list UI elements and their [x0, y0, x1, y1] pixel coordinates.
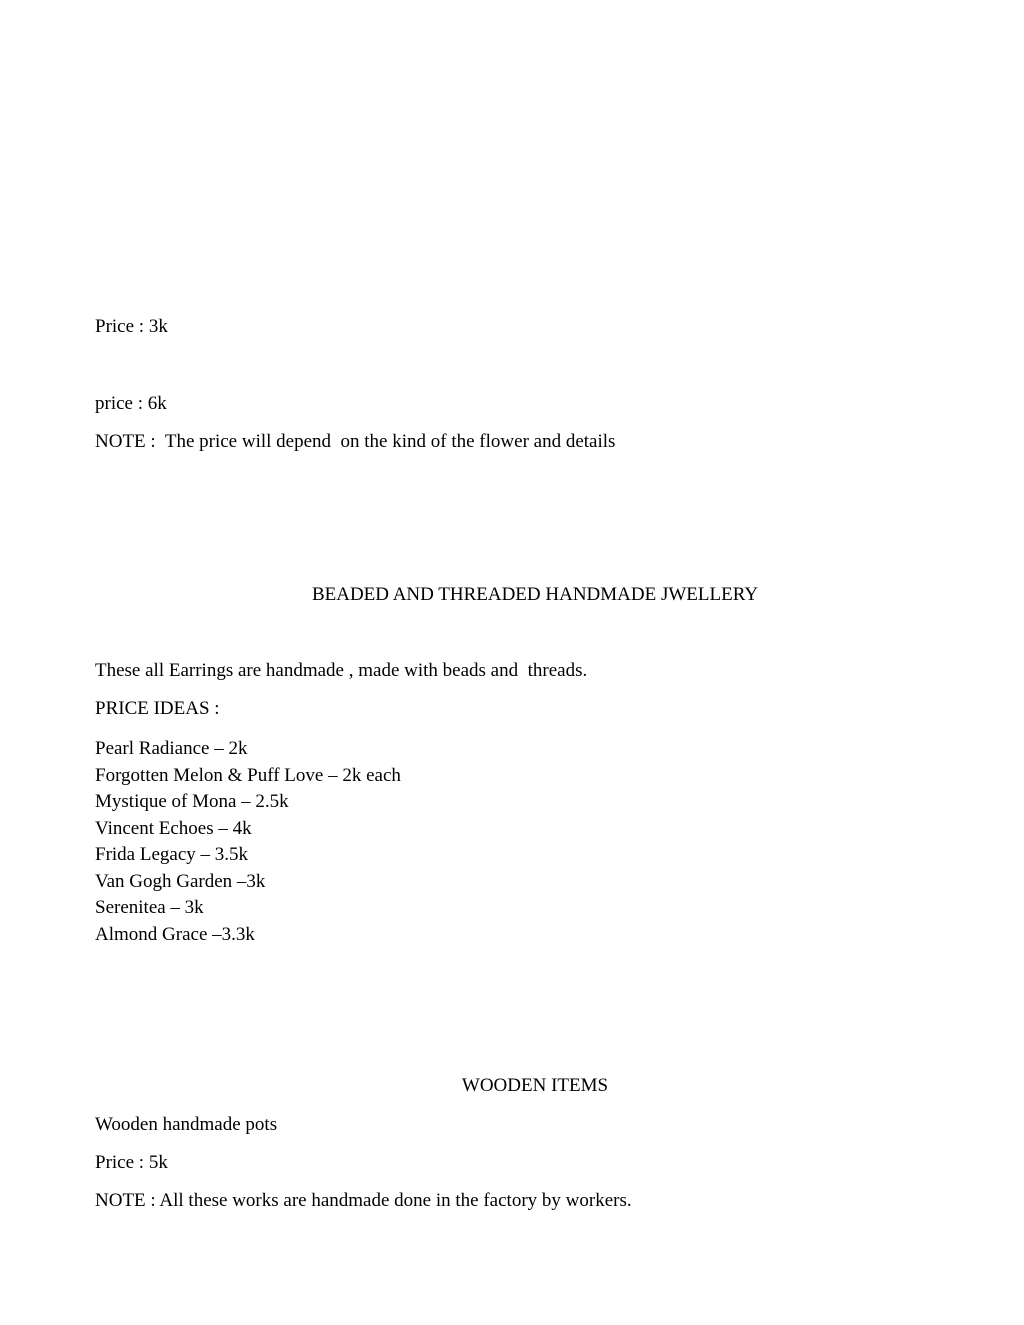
list-item: Vincent Echoes – 4k — [95, 817, 252, 839]
flower-price-2: price : 6k — [95, 393, 167, 414]
list-item: Pearl Radiance – 2k — [95, 738, 248, 759]
flower-price-note: NOTE : The price will depend on the kind of the flower and details — [95, 431, 616, 452]
jewellery-price-list — [95, 736, 401, 948]
flower-price-1: Price : 3k — [95, 316, 168, 337]
list-item: Forgotten Melon & Puff Love – 2k each — [95, 764, 401, 786]
list-item: Van Gogh Garden –3k — [95, 870, 266, 892]
wooden-item: Wooden handmade pots — [95, 1114, 278, 1135]
jewellery-description: These all Earrings are handmade , made with beads and threads. — [95, 660, 588, 681]
list-item: Almond Grace –3.3k — [95, 923, 255, 945]
price-ideas-label: PRICE IDEAS : — [95, 698, 220, 719]
list-item: Mystique of Mona – 2.5k — [95, 791, 289, 812]
wooden-price: Price : 5k — [95, 1152, 168, 1173]
jewellery-heading: BEADED AND THREADED HANDMADE JWELLERY — [311, 584, 759, 605]
wooden-note: NOTE : All these works are handmade done in the factory by workers. — [95, 1190, 632, 1211]
wooden-heading: WOODEN ITEMS — [461, 1075, 609, 1096]
list-item: Frida Legacy – 3.5k — [95, 844, 249, 865]
list-item: Serenitea – 3k — [95, 897, 204, 918]
